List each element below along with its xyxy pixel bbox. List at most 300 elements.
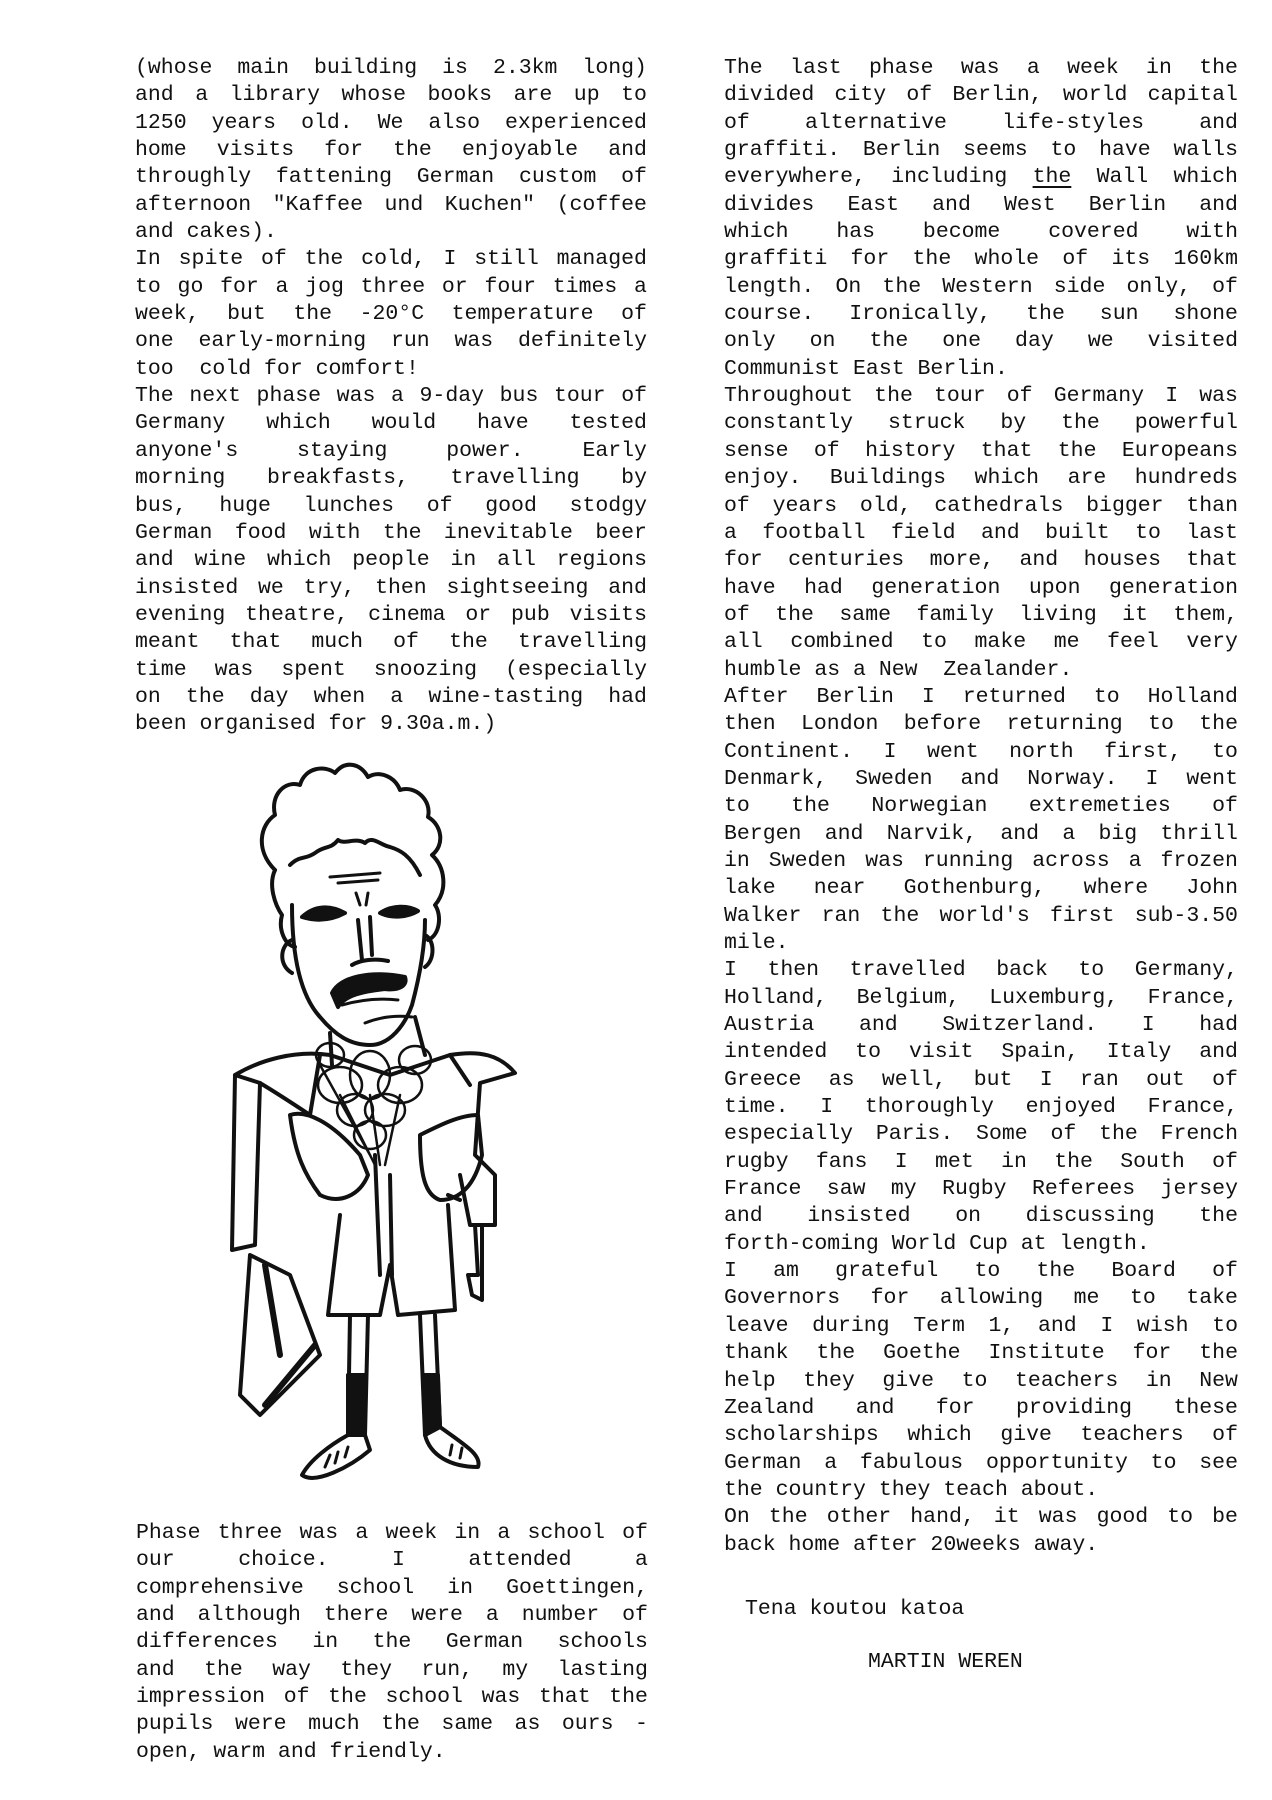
word: would bbox=[371, 411, 437, 436]
word: the bbox=[328, 1685, 367, 1710]
word: much bbox=[311, 630, 364, 655]
word: which bbox=[974, 466, 1040, 491]
word: of bbox=[1062, 247, 1089, 272]
word: 1250 bbox=[135, 110, 187, 135]
word: to bbox=[1135, 520, 1161, 545]
word: the bbox=[1061, 411, 1100, 436]
word: Germany bbox=[135, 411, 226, 436]
text-line bbox=[724, 903, 1238, 930]
word: covered bbox=[1048, 220, 1139, 245]
word: for bbox=[850, 247, 890, 272]
text-line bbox=[724, 1450, 1238, 1477]
word: all bbox=[724, 630, 763, 655]
word: was bbox=[1199, 384, 1238, 409]
word: to bbox=[855, 1040, 881, 1065]
word: and bbox=[724, 1204, 763, 1229]
word: day bbox=[1015, 329, 1054, 354]
word: and bbox=[858, 1013, 898, 1038]
word: on bbox=[809, 329, 836, 354]
text-line bbox=[724, 602, 1238, 629]
word: beer bbox=[595, 520, 647, 545]
word: Kuchen" bbox=[444, 192, 536, 217]
word: and bbox=[824, 821, 864, 846]
word: of bbox=[1212, 794, 1238, 819]
word: was bbox=[960, 56, 1000, 80]
text-line bbox=[724, 493, 1238, 520]
word: there bbox=[323, 1603, 389, 1628]
word: Western bbox=[942, 274, 1033, 299]
word: years bbox=[772, 493, 838, 518]
word: the bbox=[609, 1685, 648, 1710]
word: Term bbox=[913, 1313, 965, 1338]
word: wine bbox=[194, 548, 247, 573]
word: whose bbox=[341, 83, 407, 108]
word: three bbox=[360, 274, 426, 299]
word: last bbox=[790, 56, 842, 80]
word: that bbox=[1186, 548, 1238, 573]
word: French bbox=[1160, 1122, 1238, 1147]
word: fattening bbox=[275, 165, 393, 190]
word: of bbox=[1212, 1149, 1238, 1174]
word: the bbox=[869, 329, 909, 354]
text-line bbox=[724, 328, 1238, 355]
word: to bbox=[974, 1259, 1001, 1284]
word: visits bbox=[569, 602, 647, 627]
word: "Kaffee bbox=[272, 192, 363, 217]
word: of bbox=[621, 384, 647, 409]
text-line bbox=[724, 82, 1238, 109]
word: which bbox=[266, 548, 332, 573]
right-eye bbox=[380, 907, 418, 917]
word: providing bbox=[1015, 1395, 1133, 1420]
word: old, bbox=[859, 493, 912, 518]
word: make bbox=[974, 630, 1027, 655]
word: morning bbox=[135, 466, 226, 491]
word: of bbox=[393, 630, 419, 655]
word: the bbox=[1057, 438, 1097, 463]
word: lasting bbox=[557, 1657, 648, 1682]
word: and bbox=[1199, 192, 1238, 217]
word: Luxemburg, bbox=[989, 985, 1119, 1010]
word: are bbox=[513, 83, 553, 108]
word: the bbox=[381, 1712, 420, 1737]
word: visit bbox=[908, 1040, 974, 1065]
word: temperature bbox=[451, 302, 594, 327]
word: everywhere, bbox=[724, 165, 866, 190]
word: the bbox=[185, 684, 225, 709]
word: regions bbox=[556, 548, 647, 573]
word: of bbox=[426, 493, 453, 518]
word: breakfasts, bbox=[266, 466, 409, 491]
word: und bbox=[384, 192, 424, 217]
word: had bbox=[1199, 1013, 1238, 1038]
text-line bbox=[724, 1368, 1238, 1395]
word: living bbox=[1019, 602, 1097, 627]
word: Germany, bbox=[1134, 958, 1238, 983]
word: of bbox=[724, 493, 750, 518]
word: Continent. bbox=[724, 739, 854, 764]
word: first, bbox=[1104, 739, 1182, 764]
word: with bbox=[1186, 220, 1238, 245]
word: a bbox=[391, 384, 404, 409]
word: choice. bbox=[238, 1548, 329, 1573]
word: a bbox=[275, 274, 289, 299]
text-line bbox=[724, 137, 1238, 164]
word: was bbox=[865, 848, 904, 873]
word: On bbox=[835, 274, 862, 299]
text-line bbox=[724, 1504, 1238, 1531]
cartoon-man-with-flowers-icon bbox=[220, 755, 600, 1505]
text-line bbox=[135, 274, 647, 301]
word: sub-3.50 bbox=[1134, 903, 1238, 928]
word: with bbox=[308, 520, 361, 545]
word: to bbox=[961, 1368, 988, 1393]
text-line bbox=[724, 793, 1238, 820]
word: and bbox=[136, 1603, 175, 1628]
word: in bbox=[1001, 1149, 1027, 1174]
word: Norwegian bbox=[871, 794, 988, 819]
word: German bbox=[445, 1630, 524, 1655]
word: it bbox=[1122, 602, 1148, 627]
word: week bbox=[1067, 56, 1119, 80]
author-signature: MARTIN WEREN bbox=[868, 1650, 1023, 1674]
word: Sweden bbox=[855, 766, 933, 791]
text-line bbox=[724, 274, 1238, 301]
word: which bbox=[724, 220, 789, 245]
word: where bbox=[1083, 876, 1149, 901]
word: good bbox=[485, 493, 537, 518]
word: of bbox=[1212, 1067, 1238, 1092]
word: bigger bbox=[1086, 493, 1164, 518]
word: comprehensive bbox=[136, 1575, 304, 1600]
word: the bbox=[1036, 1259, 1076, 1284]
text-line bbox=[135, 493, 647, 520]
word: then bbox=[375, 575, 427, 600]
text-line bbox=[135, 547, 647, 574]
text-line bbox=[724, 547, 1238, 574]
text-line: Communist East Berlin. bbox=[724, 356, 1008, 381]
word: history bbox=[865, 438, 956, 463]
word: Buildings bbox=[829, 466, 947, 491]
word: which bbox=[907, 1423, 972, 1448]
text-line bbox=[724, 383, 1238, 410]
text-line bbox=[724, 438, 1238, 465]
word: Paris. bbox=[875, 1122, 954, 1147]
word: Austria bbox=[724, 1013, 815, 1038]
word: Spain, bbox=[1001, 1040, 1079, 1065]
word: library bbox=[229, 83, 320, 108]
text-line bbox=[724, 629, 1238, 656]
word: our bbox=[136, 1548, 175, 1573]
word: cathedrals bbox=[934, 493, 1064, 518]
nose bbox=[358, 917, 372, 960]
text-line bbox=[135, 82, 647, 109]
word: next bbox=[189, 384, 241, 409]
word: Italy bbox=[1106, 1040, 1172, 1065]
word: insisted bbox=[807, 1204, 911, 1229]
word: returned bbox=[962, 684, 1066, 709]
word: help bbox=[724, 1368, 776, 1393]
word: and bbox=[855, 1395, 895, 1420]
word: centuries bbox=[788, 548, 905, 573]
word: only, bbox=[1126, 274, 1192, 299]
text-line: mile. bbox=[724, 931, 789, 955]
word: I bbox=[1039, 1067, 1053, 1092]
word: a bbox=[497, 1521, 511, 1545]
word: as bbox=[514, 1712, 541, 1737]
word: visits bbox=[216, 138, 295, 163]
word: seems bbox=[963, 138, 1028, 163]
word: early-morning bbox=[198, 329, 367, 354]
word: houses bbox=[1083, 548, 1161, 573]
word: opportunity bbox=[985, 1450, 1128, 1475]
word: wine-tasting bbox=[428, 684, 584, 709]
text-line bbox=[724, 1094, 1238, 1121]
word: during bbox=[812, 1313, 890, 1338]
word: I bbox=[921, 684, 935, 709]
word: for bbox=[324, 138, 363, 163]
word: Belgium, bbox=[856, 985, 960, 1010]
word: Goethe bbox=[883, 1341, 961, 1366]
word: then bbox=[724, 712, 776, 737]
word: was bbox=[214, 657, 254, 682]
word: time bbox=[135, 657, 187, 682]
word: and bbox=[608, 575, 647, 600]
word: am bbox=[773, 1259, 799, 1284]
word: to bbox=[135, 274, 161, 299]
word: on bbox=[135, 684, 161, 709]
word: fans bbox=[815, 1149, 868, 1174]
paragraph bbox=[135, 55, 647, 246]
word: in bbox=[1146, 56, 1172, 80]
text-line bbox=[135, 246, 647, 273]
word: Board bbox=[1111, 1259, 1176, 1284]
moustache bbox=[332, 974, 406, 1007]
word: to bbox=[1167, 1505, 1194, 1530]
word: city bbox=[834, 83, 887, 108]
word: of bbox=[1212, 274, 1238, 299]
text-line bbox=[724, 520, 1238, 547]
word: week, bbox=[135, 302, 200, 327]
text-line bbox=[135, 110, 647, 137]
word: power. bbox=[446, 438, 524, 463]
word: bus, bbox=[135, 493, 187, 518]
word: Institute bbox=[988, 1341, 1105, 1366]
word: 1, bbox=[988, 1313, 1015, 1338]
word: (especially bbox=[505, 657, 647, 682]
word: grateful bbox=[835, 1259, 939, 1284]
word: by bbox=[621, 466, 647, 491]
word: feel bbox=[1107, 630, 1159, 655]
word: the bbox=[816, 1341, 856, 1366]
word: Bergen bbox=[724, 821, 802, 846]
word: run bbox=[390, 329, 430, 354]
word: the bbox=[393, 138, 432, 163]
word: graffiti bbox=[724, 247, 828, 272]
word: go bbox=[177, 274, 204, 299]
word: or bbox=[441, 274, 468, 299]
text-line bbox=[724, 465, 1238, 492]
word: of bbox=[1050, 1122, 1077, 1147]
word: the bbox=[1199, 1341, 1238, 1366]
word: ours bbox=[561, 1712, 614, 1737]
text-line bbox=[136, 1547, 648, 1574]
paragraph bbox=[135, 383, 647, 738]
word: big bbox=[1098, 821, 1138, 846]
word: 160km bbox=[1173, 247, 1238, 272]
word: much bbox=[308, 1712, 360, 1737]
text-line bbox=[724, 821, 1238, 848]
word: Narvik, bbox=[886, 821, 978, 846]
text-line bbox=[724, 301, 1238, 328]
word: anyone's bbox=[135, 438, 239, 463]
word: (whose bbox=[135, 56, 213, 80]
word: of bbox=[621, 165, 647, 190]
text-line: the country they teach about. bbox=[724, 1477, 1099, 1502]
word: the bbox=[293, 302, 333, 327]
word: - bbox=[635, 1712, 648, 1737]
word: of bbox=[260, 247, 287, 272]
word: insisted bbox=[135, 575, 239, 600]
word: we bbox=[1087, 329, 1114, 354]
text-line: open, warm and friendly. bbox=[136, 1739, 446, 1764]
word: divided bbox=[724, 83, 815, 108]
word: had bbox=[804, 575, 843, 600]
word: me bbox=[1053, 630, 1080, 655]
word: huge bbox=[219, 493, 271, 518]
word: We bbox=[377, 110, 404, 135]
word: enjoyed bbox=[1025, 1095, 1116, 1120]
text-line bbox=[724, 985, 1238, 1012]
word: Berlin bbox=[1088, 192, 1167, 217]
word: thoroughly bbox=[864, 1095, 994, 1120]
word: Governors bbox=[724, 1286, 841, 1311]
text-line: back home after 20weeks away. bbox=[724, 1532, 1099, 1557]
word: pub bbox=[511, 602, 550, 627]
word: it bbox=[993, 1505, 1020, 1530]
word: last bbox=[1186, 520, 1238, 545]
word: afternoon bbox=[135, 192, 252, 217]
word: I bbox=[1100, 1313, 1114, 1338]
word: then bbox=[767, 958, 820, 983]
word: Zealand bbox=[724, 1395, 815, 1420]
word: thrill bbox=[1160, 821, 1238, 846]
word: for bbox=[1132, 1341, 1172, 1366]
word: Early bbox=[582, 438, 647, 463]
word: allowing bbox=[939, 1286, 1044, 1311]
text-line bbox=[724, 575, 1238, 602]
text-line bbox=[724, 1039, 1238, 1066]
word: food bbox=[234, 520, 287, 545]
word: of bbox=[622, 1521, 648, 1545]
word: generation bbox=[1108, 575, 1238, 600]
text-line bbox=[724, 192, 1238, 219]
word: Holland, bbox=[724, 985, 828, 1010]
text-line bbox=[135, 55, 647, 82]
text-line bbox=[724, 1340, 1238, 1367]
word: other bbox=[826, 1505, 892, 1530]
word: very bbox=[1186, 630, 1238, 655]
word: schools bbox=[557, 1630, 648, 1655]
text-line bbox=[724, 110, 1238, 137]
word: and bbox=[1199, 110, 1238, 135]
word: France, bbox=[1147, 985, 1238, 1010]
word: a bbox=[824, 1450, 838, 1475]
word: On bbox=[724, 1505, 750, 1530]
text-line bbox=[724, 1422, 1238, 1449]
word: in bbox=[1145, 1368, 1172, 1393]
word: Berlin bbox=[816, 684, 894, 709]
word: New bbox=[1199, 1368, 1238, 1393]
word: school bbox=[336, 1575, 415, 1600]
word: to bbox=[1050, 138, 1077, 163]
word: the bbox=[880, 903, 920, 928]
text-line bbox=[724, 410, 1238, 437]
word: to bbox=[1078, 958, 1105, 983]
word: old. bbox=[301, 110, 353, 135]
word: evening bbox=[135, 602, 226, 627]
word: to bbox=[1130, 1286, 1156, 1311]
text-line bbox=[135, 328, 647, 355]
word: I bbox=[1165, 384, 1179, 409]
text-line bbox=[136, 1629, 648, 1656]
text-line bbox=[724, 848, 1238, 875]
word: West bbox=[1003, 192, 1056, 217]
word: family bbox=[916, 602, 994, 627]
word: a bbox=[355, 1521, 369, 1545]
word: was bbox=[481, 1685, 521, 1710]
word: South bbox=[1120, 1149, 1185, 1174]
word: went bbox=[927, 739, 979, 764]
word: and bbox=[1199, 1040, 1238, 1065]
word: one bbox=[135, 329, 174, 354]
text-line bbox=[135, 465, 647, 492]
word: when bbox=[313, 684, 366, 709]
word: I bbox=[894, 1149, 908, 1174]
word: a bbox=[724, 520, 737, 545]
word: a bbox=[195, 83, 209, 108]
word: spent bbox=[281, 657, 346, 682]
word: enjoy. bbox=[724, 466, 802, 491]
word: generation bbox=[871, 575, 1001, 600]
text-line bbox=[135, 383, 647, 410]
word: a bbox=[1062, 821, 1076, 846]
word: and bbox=[1000, 821, 1040, 846]
word: theatre, bbox=[245, 602, 349, 627]
text-line bbox=[724, 957, 1238, 984]
word: teachers bbox=[1080, 1423, 1184, 1448]
text-line: forth-coming World Cup at length. bbox=[724, 1231, 1150, 1256]
word: graffiti. bbox=[724, 138, 841, 163]
word: across bbox=[1032, 848, 1110, 873]
word: struck bbox=[887, 411, 966, 436]
word: them, bbox=[1173, 602, 1238, 627]
word: frozen bbox=[1160, 848, 1238, 873]
text-line bbox=[724, 1395, 1238, 1422]
word: Wall bbox=[1096, 165, 1149, 190]
word: out bbox=[1146, 1067, 1185, 1092]
text-line bbox=[136, 1657, 648, 1684]
word: me bbox=[1073, 1286, 1100, 1311]
word: Throughout bbox=[724, 384, 854, 409]
word: inevitable bbox=[443, 520, 573, 545]
word: Referees bbox=[1031, 1177, 1136, 1202]
word: Rugby bbox=[942, 1177, 1007, 1202]
paragraph bbox=[136, 1520, 648, 1766]
word: the bbox=[204, 1657, 243, 1682]
word: the bbox=[449, 630, 488, 655]
word: alternative bbox=[805, 110, 947, 135]
